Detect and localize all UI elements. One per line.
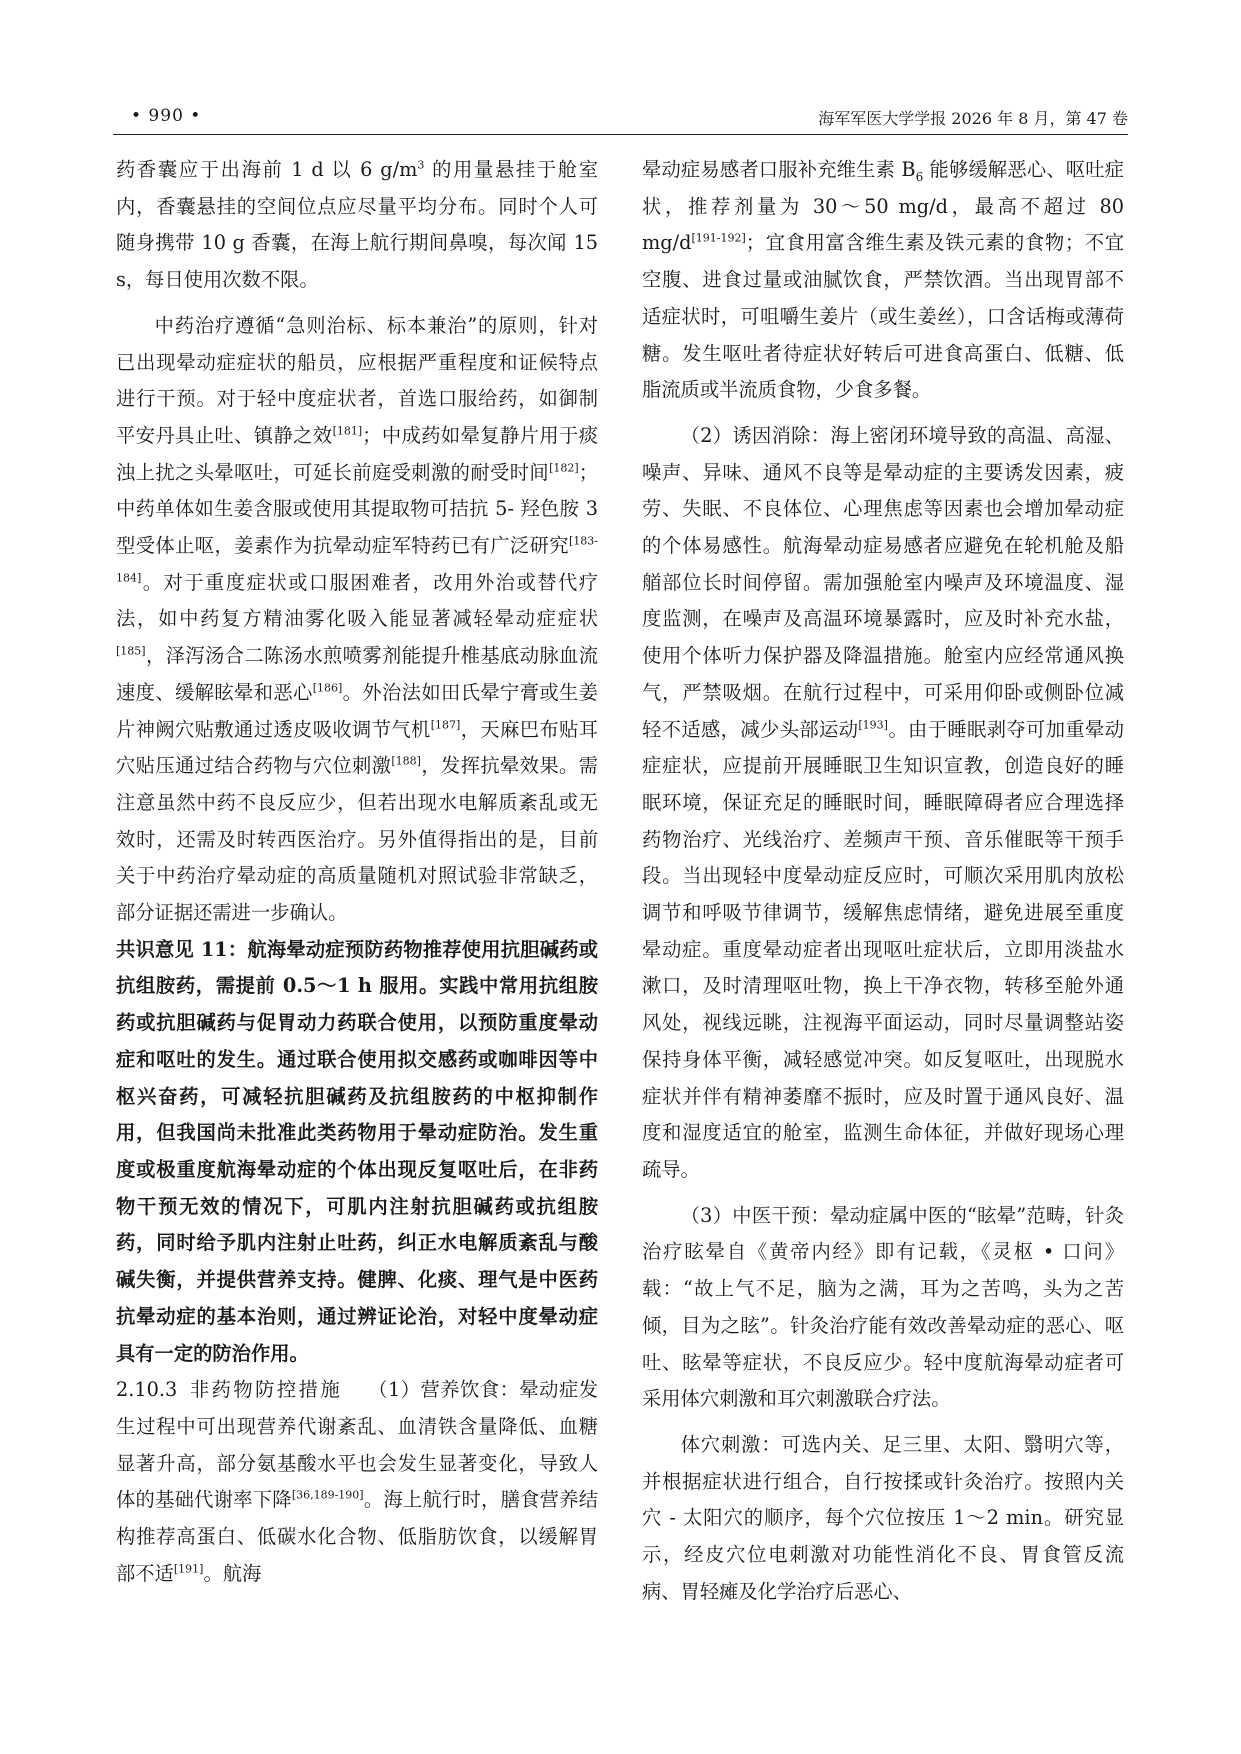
paragraph-tcm-treatment: 中药治疗遵循“急则治标、标本兼治”的原则，针对已出现晕动症症状的船员，应根据严重程度和证候特点进行干预。对于轻中度症状者，首选口服给药，如御制平安丹具止吐、镇静之效[181]；中成药如晕复静片用于痰浊上扰之头晕呕吐，可延长前庭受刺激的耐受时间[182]；中药单体如生姜含服或使用其提取物可拮抗 5- 羟色胺 3 型受体止呕，姜素作为抗晕动症军特药已有广泛研究[183-184]。对于重度症状或口服困难者，改用外治或替代疗法，如中药复方精油雾化吸入能显著减轻晕动症症状[185]，泽泻汤合二陈汤水煎喷雾剂能提升椎基底动脉血流速度、缓解眩晕和恶心[186]。外治法如田氏晕宁膏或生姜片神阙穴贴敷通过透皮吸收调节气机[187]，天麻巴布贴耳穴贴压通过结合药物与穴位刺激[188]，发挥抗晕效果。需注意虽然中药不良反应少，但若出现水电解质紊乱或无效时，还需及时转西医治疗。另外值得指出的是，目前关于中药治疗晕动症的高质量随机对照试验非常缺乏，部分证据还需进一步确认。 [116, 313, 599, 925]
citation: [181] [332, 424, 363, 438]
left-column [116, 152, 598, 1592]
citation: [193] [858, 718, 888, 732]
paragraph-tcm-intervention: （3）中医干预：晕动症属中医的“眩晕”范畴，针灸治疗眩晕自《黄帝内经》即有记载，《灵枢 • 口问》载：“故上气不足，脑为之满，耳为之苦鸣，头为之苦倾，目为之眩”。针灸治疗能有效改善晕动症的恶心、呕吐、眩晕等症状，不良反应少。轻中度航海晕动症者可采用体穴刺激和耳穴刺激联合疗法。 [642, 1203, 1124, 1411]
running-header [113, 100, 1128, 135]
page-number: • 990 • [131, 106, 202, 126]
paragraph-sachet: 药香囊应于出海前 1 d 以 6 $g/m^3$ 的用量悬挂于舱室内，香囊悬挂的空间位点应尽量平均分布。同时个人可随身携带 10 g 香囊，在海上航行期间鼻嗅，每次闻 15 s，每日使用次数不限。 [116, 158, 598, 292]
right-column [642, 152, 1124, 1610]
citation: [188] [391, 754, 421, 768]
journal-citation: 海军军医大学学报 2026 年 8 月，第 47 卷 [818, 109, 1128, 128]
citation: [182] [549, 461, 579, 475]
paragraph-trigger-elimination: （2）诱因消除：海上密闭环境导致的高温、高湿、噪声、异味、通风不良等是晕动症的主要诱发因素，疲劳、失眠、不良体位、心理焦虑等因素也会增加晕动症的个体易感性。航海晕动症易感者应避免在轮机舱及船艏部位长时间停留。需加强舱室内噪声及环境温度、湿度监测，在噪声及高温环境暴露时，应及时补充水盐，使用个体听力保护器及降温措施。舱室内应经常通风换气，严禁吸烟。在航行过程中，可采用仰卧或侧卧位减轻不适感，减少头部运动[193]。由于睡眠剥夺可加重晕动症症状，应提前开展睡眠卫生知识宣教，创造良好的睡眠环境，保证充足的睡眠时间，睡眠障碍者应合理选择药物治疗、光线治疗、差频声干预、音乐催眠等干预手段。当出现轻中度晕动症反应时，可顺次采用肌肉放松调节和呼吸节律调节，缓解焦虑情绪，避免进展至重度晕动症。重度晕动症者出现呕吐症状后，立即用淡盐水漱口，及时清理呕吐物，换上干净衣物，转移至舱外通风处，视线远眺，注视海平面运动，同时尽量调整站姿保持身体平衡，减轻感觉冲突。如反复呕吐，出现脱水症状并伴有精神萎靡不振时，应及时置于通风良好、温度和湿度适宜的舱室，监测生命体征，并做好现场心理疏导。 [642, 423, 1125, 1181]
section-title: 非药物防控措施 [189, 1378, 343, 1402]
paragraph-acupoint-stimulation: 体穴刺激：可选内关、足三里、太阳、翳明穴等，并根据症状进行组合，自行按揉或针灸治疗。按照内关穴 - 太阳穴的顺序，每个穴位按压 1～2 min。研究显示，经皮穴位电刺激对功能性消化不良、胃食管反流病、胃轻瘫及化学治疗后恶心、 [642, 1432, 1124, 1603]
citation: [186] [312, 681, 343, 695]
citation: [191] [173, 1562, 204, 1576]
citation: [183-184] [116, 534, 598, 585]
citation: [187] [430, 718, 461, 732]
paragraph-vitamin: 晕动症易感者口服补充维生素 $B_6$ 能够缓解恶心、呕吐症状，推荐剂量为 30～50 mg/d，最高不超过 80 mg/d[191-192]；宜食用富含维生素及铁元素的食物；不宜空腹、进食过量或油腻饮食，严禁饮酒。当出现胃部不适症状时，可咀嚼生姜片（或生姜丝），口含话梅或薄荷糖。发生呕吐者待症状好转后可进食高蛋白、低糖、低脂流质或半流质食物，少食多餐。 [642, 158, 1124, 402]
citation: [36,189-190] [291, 1488, 364, 1502]
citation: [191-192] [691, 231, 746, 245]
citation: [185] [116, 644, 146, 658]
consensus-statement-11: 共识意见 11：航海晕动症预防药物推荐使用抗胆碱药或抗组胺药，需提前 0.5～1 h 服用。实践中常用抗组胺药或抗胆碱药与促胃动力药联合使用，以预防重度晕动症和呕吐的发生。通过联合使用拟交感药或咖啡因等中枢兴奋药，可减轻抗胆碱药及抗组胺药的中枢抑制作用，但我国尚未批准此类药物用于晕动症防治。发生重度或极重度航海晕动症的个体出现反复呕吐后，在非药物干预无效的情况下，可肌内注射抗胆碱药或抗组胺药，同时给予肌内注射止吐药，纠正水电解质紊乱与酸碱失衡，并提供营养支持。健脾、化痰、理气是中医药抗晕动症的基本治则，通过辨证论治，对轻中度晕动症具有一定的防治作用。 [116, 937, 598, 1365]
section-2-10-3: 2.10.3 非药物防控措施 （1）营养饮食：晕动症发生过程中可出现营养代谢紊乱、血清铁含量降低、血糖显著升高，部分氨基酸水平也会发生显著变化，导致人体的基础代谢率下降[36,189-190]。海上航行时，膳食营养结构推荐高蛋白、低碳水化合物、低脂肪饮食，以缓解胃部不适[191]。航海 [116, 1378, 599, 1585]
section-number: 2.10.3 [116, 1378, 178, 1402]
